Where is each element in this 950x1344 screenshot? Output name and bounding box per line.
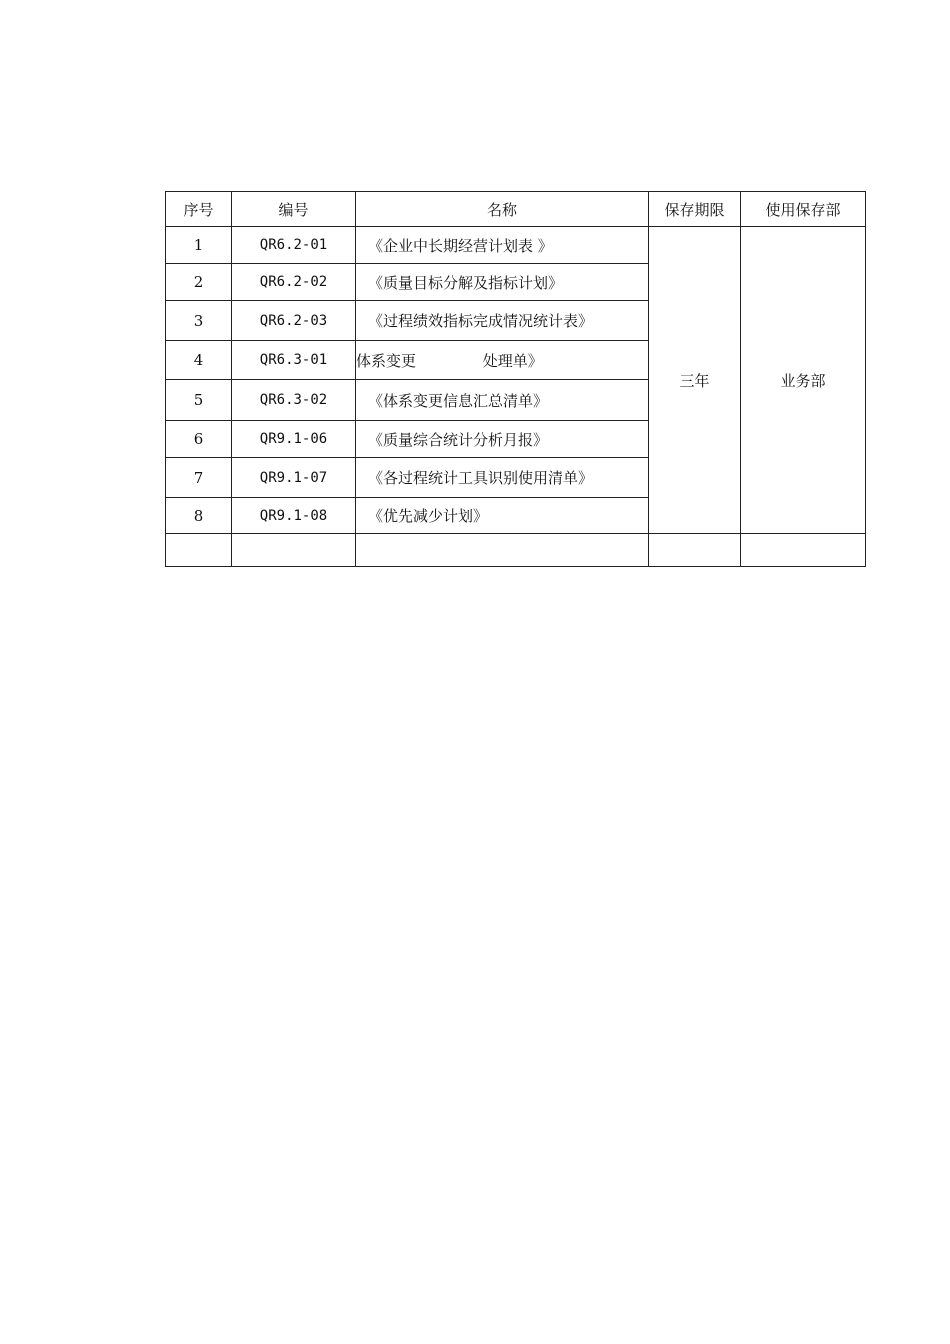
header-retention: 保存期限 <box>649 192 741 227</box>
header-dept: 使用保存部 <box>741 192 866 227</box>
header-code: 编号 <box>232 192 356 227</box>
row-seq: 1 <box>166 227 232 264</box>
empty-cell <box>166 534 232 567</box>
row-name: 《企业中长期经营计划表 》 <box>356 227 649 264</box>
row-name: 体系变更 处理单》 <box>356 341 649 380</box>
header-name: 名称 <box>356 192 649 227</box>
table-header-row <box>166 192 866 227</box>
table-row <box>166 227 866 264</box>
empty-cell <box>741 534 866 567</box>
row-code: QR9.1-06 <box>232 421 356 458</box>
row-seq: 6 <box>166 421 232 458</box>
row-name: 《质量目标分解及指标计划》 <box>356 264 649 301</box>
empty-cell <box>356 534 649 567</box>
row-seq: 3 <box>166 301 232 341</box>
row-seq: 2 <box>166 264 232 301</box>
row-code: QR9.1-07 <box>232 458 356 498</box>
row-code: QR6.3-02 <box>232 380 356 421</box>
empty-cell <box>649 534 741 567</box>
header-seq: 序号 <box>166 192 232 227</box>
row-seq: 4 <box>166 341 232 380</box>
row-code: QR6.2-02 <box>232 264 356 301</box>
row-name: 《过程绩效指标完成情况统计表》 <box>356 301 649 341</box>
row-code: QR6.2-01 <box>232 227 356 264</box>
row-seq: 5 <box>166 380 232 421</box>
retention-period-cell: 三年 <box>649 227 741 534</box>
department-cell: 业务部 <box>741 227 866 534</box>
empty-cell <box>232 534 356 567</box>
row-code: QR9.1-08 <box>232 498 356 534</box>
row-name: 《体系变更信息汇总清单》 <box>356 380 649 421</box>
row-code: QR6.2-03 <box>232 301 356 341</box>
records-table <box>165 191 866 567</box>
row-seq: 7 <box>166 458 232 498</box>
row-name: 《优先减少计划》 <box>356 498 649 534</box>
row-name: 《各过程统计工具识别使用清单》 <box>356 458 649 498</box>
row-name: 《质量综合统计分析月报》 <box>356 421 649 458</box>
row-seq: 8 <box>166 498 232 534</box>
row-code: QR6.3-01 <box>232 341 356 380</box>
empty-table-row <box>166 534 866 567</box>
